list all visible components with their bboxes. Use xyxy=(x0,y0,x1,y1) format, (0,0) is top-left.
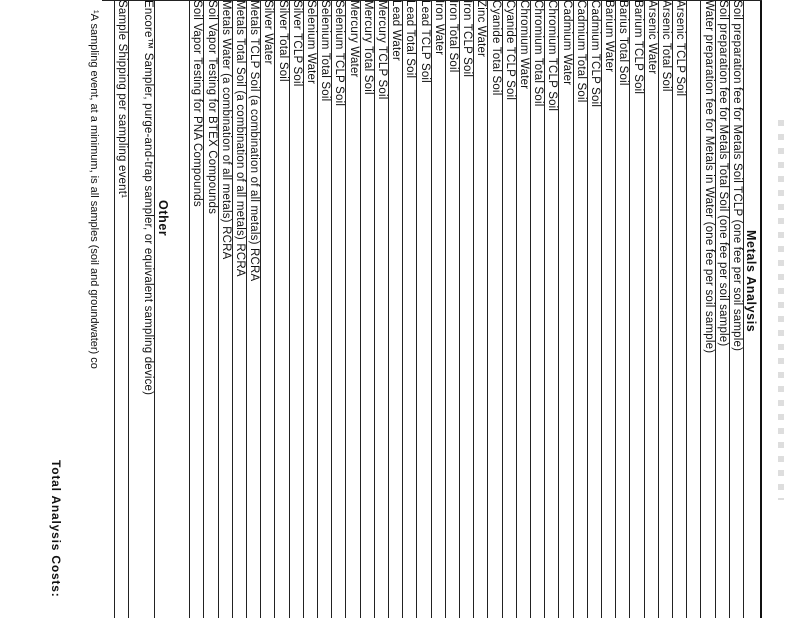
row-divider xyxy=(274,0,275,618)
row-divider xyxy=(686,0,687,618)
metals-row-label: Soil preparation fee for Metals Soil TCLP (one fee per soil sample) xyxy=(731,0,743,352)
row-divider xyxy=(473,0,474,618)
row-divider xyxy=(402,0,403,618)
metals-row-label: Silver Water xyxy=(262,0,275,65)
row-divider xyxy=(615,0,616,618)
metals-row-label: Mercury TCLP Soil xyxy=(376,0,388,100)
metals-row-label: Zinc Water xyxy=(475,0,488,58)
row-divider xyxy=(658,0,659,618)
total-analysis-costs-label: Total Analysis Costs: xyxy=(49,460,63,598)
row-divider xyxy=(189,0,190,618)
row-divider xyxy=(128,0,129,618)
metals-row-label: Chromium Water xyxy=(518,0,530,90)
footnote: ¹A sampling event, at a minimum, is all samples (soil and groundwater) co xyxy=(88,10,100,369)
row-divider xyxy=(246,0,247,618)
metals-row-label: Chromium Total Soil xyxy=(532,0,545,107)
row-divider xyxy=(715,0,716,618)
metals-row-label: Arsenic Total Soil xyxy=(660,0,672,92)
metals-row-label: Silver Total Soil xyxy=(276,0,289,82)
metals-row-label: Iron TCLP Soil xyxy=(461,0,474,78)
metals-row-label: Lead Water xyxy=(390,0,403,62)
metals-row-label: Cadmium Water xyxy=(560,0,573,86)
metals-row-label: Metals Total Soil (a combination of all metals) RCRA xyxy=(234,0,246,277)
row-divider xyxy=(700,0,701,618)
metals-row-label: Arsenic Water xyxy=(645,0,658,75)
metals-row-label: Barium Water xyxy=(603,0,616,73)
metals-row-label: Metals TCLP Soil (a combination of all metals) RCRA xyxy=(248,0,261,282)
row-divider xyxy=(573,0,574,618)
other-section-title: Other xyxy=(156,200,170,237)
metals-row-label: Selenium Water xyxy=(305,0,317,85)
metals-row-label: Barius Total Soil xyxy=(617,0,630,86)
metals-row-label: Barium TCLP Soil xyxy=(631,0,644,95)
metals-row-label: Metals Water (a combination of all metals) RCRA xyxy=(219,0,232,260)
metals-row-label: Lead Total Soil xyxy=(404,0,417,79)
metals-row-label: Soil Vapor Testing for PNA Compounds xyxy=(191,0,204,207)
header-divider xyxy=(743,0,744,618)
row-divider xyxy=(601,0,602,618)
row-divider xyxy=(530,0,531,618)
row-divider xyxy=(331,0,332,618)
row-divider xyxy=(388,0,389,618)
other-row-label: Sample Shipping per sampling event¹ xyxy=(116,0,128,199)
row-divider xyxy=(416,0,417,618)
row-divider xyxy=(502,0,503,618)
row-divider xyxy=(345,0,346,618)
row-divider xyxy=(289,0,290,618)
metals-analysis-title: Metals Analysis xyxy=(744,230,758,333)
metals-row-label: Iron Water xyxy=(432,0,445,56)
row-divider xyxy=(558,0,559,618)
metals-row-label: Chromium TCLP Soil xyxy=(546,0,559,112)
row-divider xyxy=(431,0,432,618)
metals-row-label: Cyanide TCLP Soil xyxy=(503,0,516,101)
metals-row-label: Soil Vapor Testing for BTEX Compounds xyxy=(205,0,218,215)
row-divider xyxy=(260,0,261,618)
row-divider xyxy=(516,0,517,618)
scan-artifact xyxy=(778,120,784,500)
metals-row-label: Iron Total Soil xyxy=(447,0,459,73)
row-divider xyxy=(459,0,460,618)
row-divider xyxy=(629,0,630,618)
row-divider xyxy=(317,0,318,618)
metals-row-label: Soil preparation fee for Metals Total Soil (one fee per soil sample) xyxy=(716,0,729,347)
table-left-edge xyxy=(102,0,762,1)
row-divider xyxy=(729,0,730,618)
row-divider xyxy=(587,0,588,618)
metals-row-label: Lead TCLP Soil xyxy=(418,0,431,83)
metals-row-label: Cadmium Total Soil xyxy=(574,0,587,103)
row-divider xyxy=(672,0,673,618)
row-divider xyxy=(203,0,204,618)
table-top-border xyxy=(760,0,762,618)
metals-row-label: Silver TCLP Soil xyxy=(290,0,303,87)
row-divider xyxy=(303,0,304,618)
metals-row-label: Selenium TCLP Soil xyxy=(333,0,346,107)
metals-row-label: Mercury Water xyxy=(347,0,360,78)
row-divider xyxy=(360,0,361,618)
row-divider xyxy=(445,0,446,618)
row-divider xyxy=(487,0,488,618)
metals-row-label: Selenium Total Soil xyxy=(319,0,332,102)
row-divider xyxy=(218,0,219,618)
metals-row-label: Mercury Total Soil xyxy=(361,0,374,95)
row-divider xyxy=(232,0,233,618)
metals-row-label: Cyanide Total Soil xyxy=(489,0,502,96)
other-header-divider xyxy=(154,0,155,618)
metals-row-label: Cadmium TCLP Soil xyxy=(589,0,601,108)
row-divider xyxy=(374,0,375,618)
row-divider xyxy=(114,0,115,618)
metals-row-label: Water preparation fee for Metals in Water (one fee per soil sample) xyxy=(702,0,715,354)
other-row-label: Encore™ Sampler, purge-and-trap sampler, or equivalent sampling device) xyxy=(142,0,154,396)
row-divider xyxy=(644,0,645,618)
metals-row-label: Arsenic TCLP Soil xyxy=(674,0,687,97)
row-divider xyxy=(544,0,545,618)
